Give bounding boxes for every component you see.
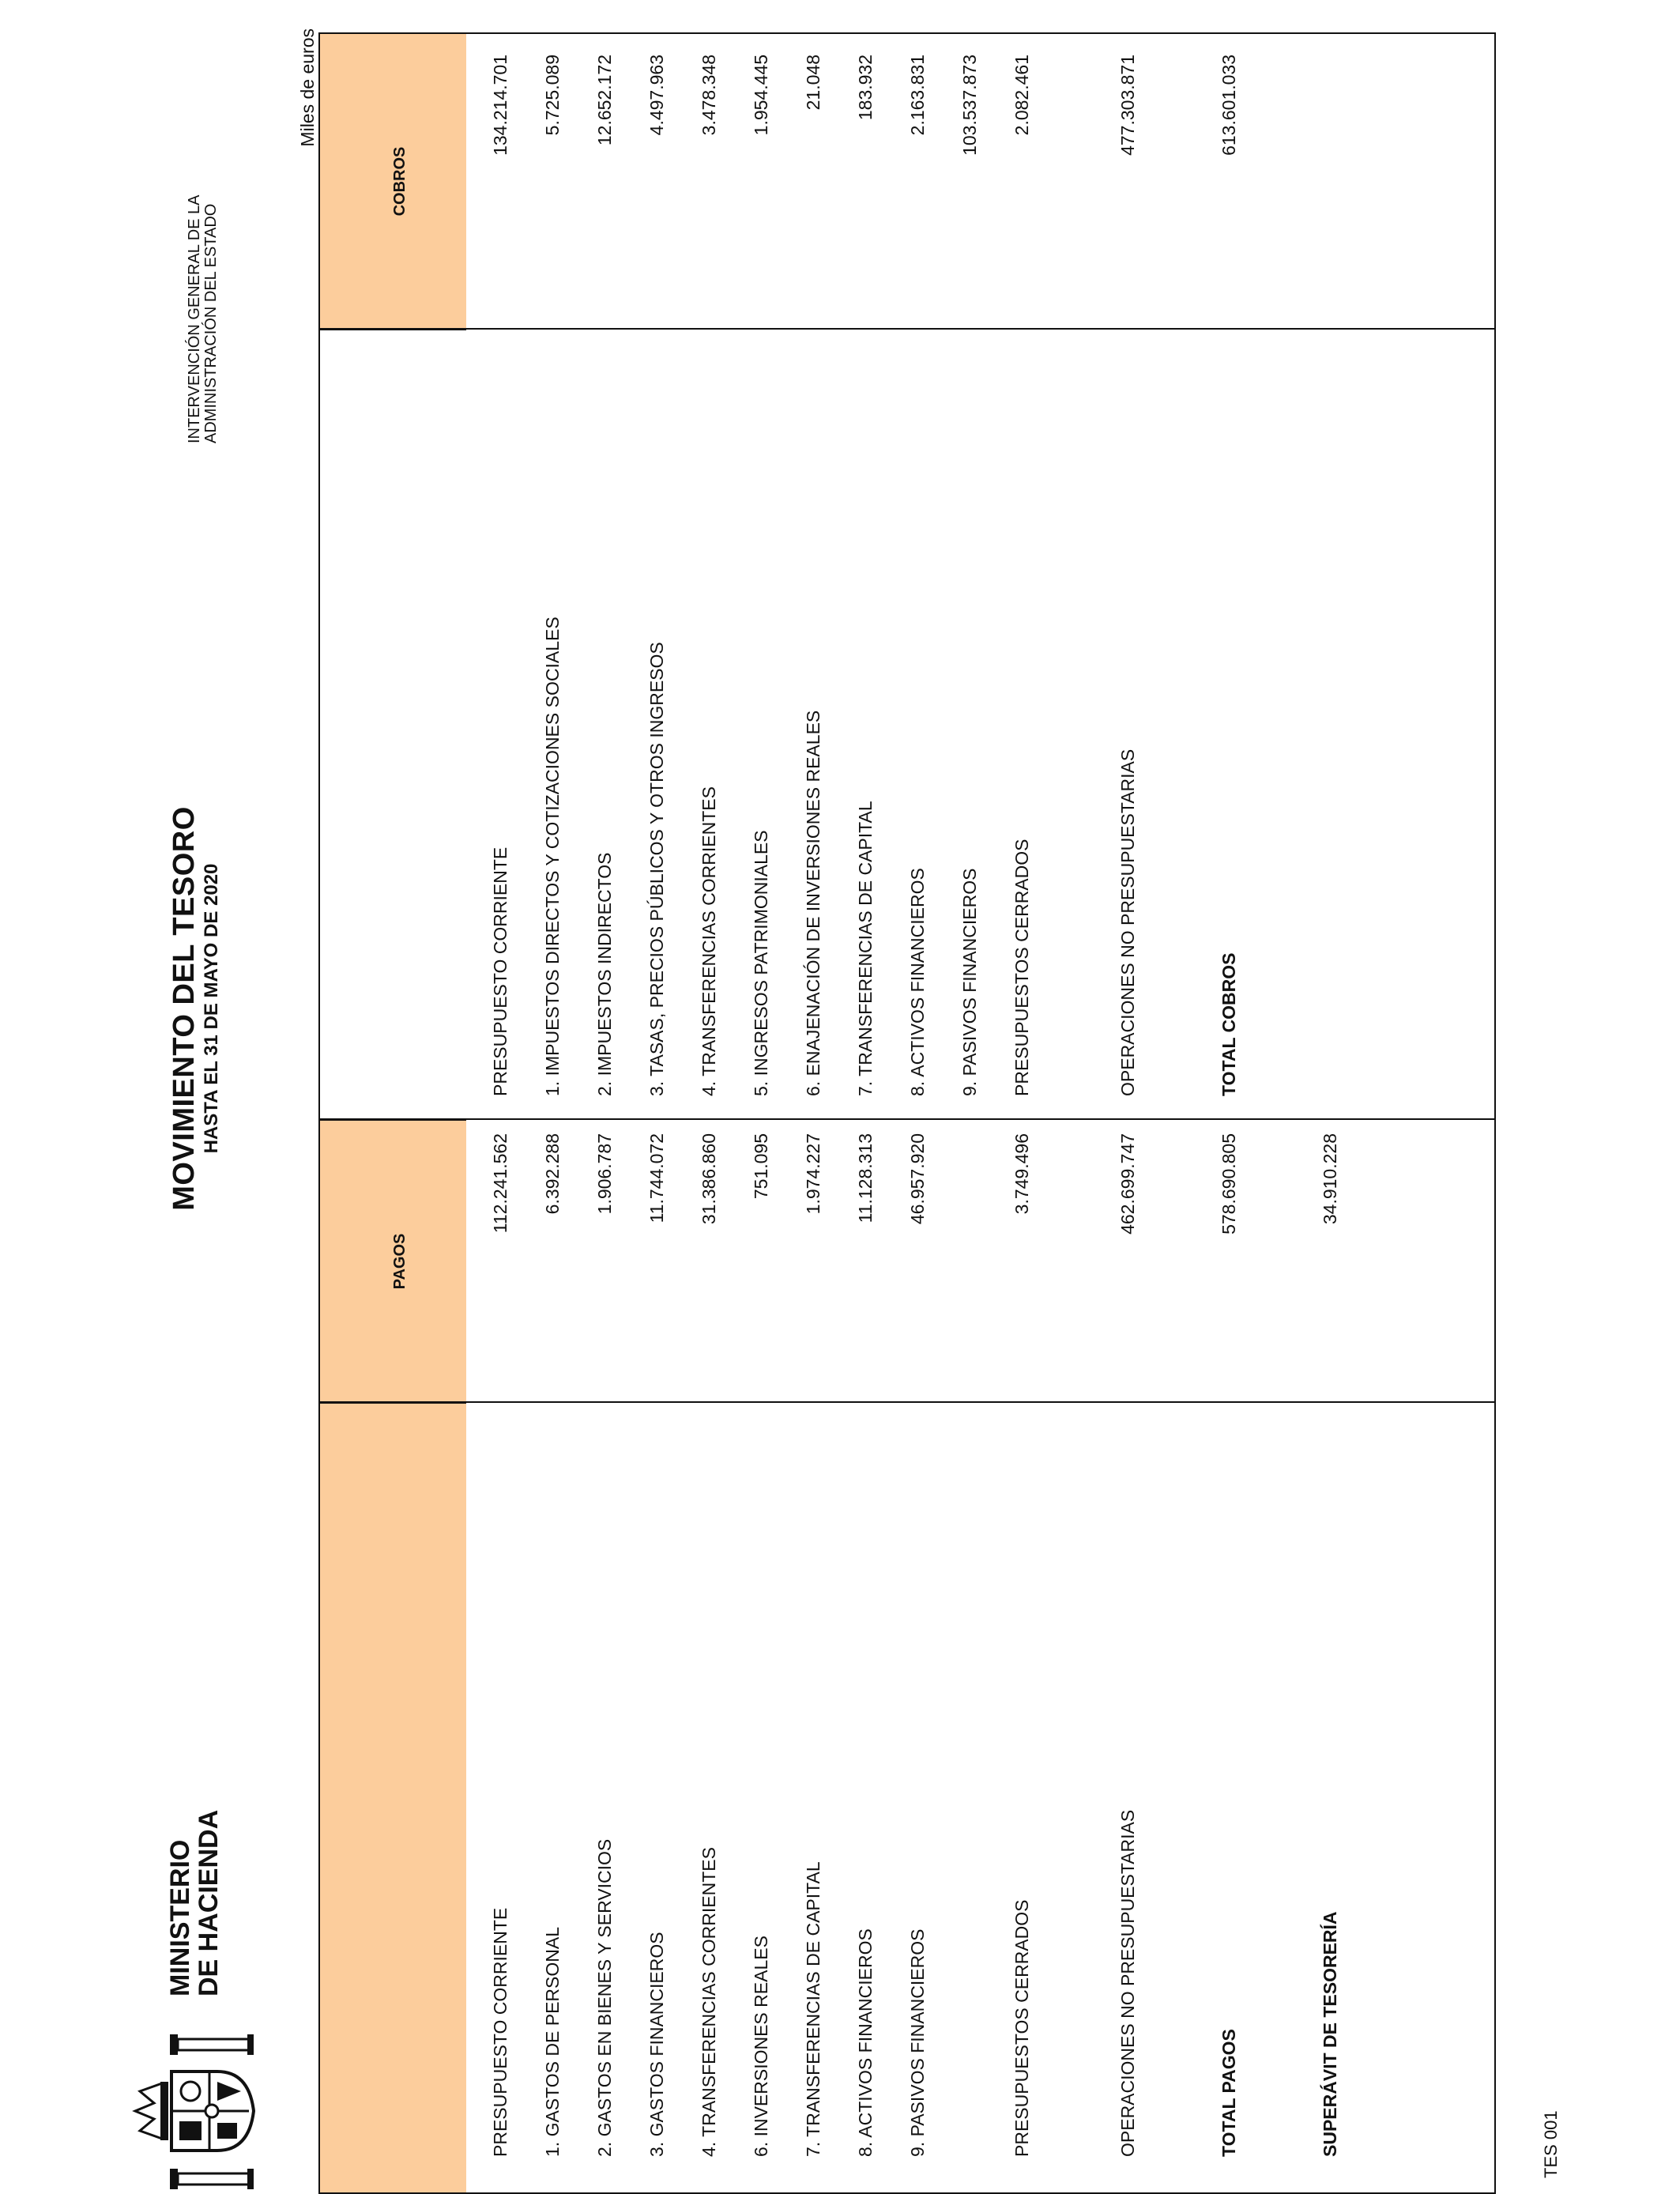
cobros-amount-header xyxy=(320,34,466,329)
pagos-row-label: 6. INVERSIONES REALES xyxy=(751,1936,771,2157)
cobros-row-amount: 21.048 xyxy=(803,55,823,111)
cobros-row-amount: 2.163.831 xyxy=(907,55,928,136)
cobros-row-label: OPERACIONES NO PRESUPUESTARIAS xyxy=(1117,748,1138,1096)
pagos-row-amount: 31.386.860 xyxy=(699,1133,719,1225)
ministry-name xyxy=(166,1810,223,1996)
pagos-row-amount: 46.957.920 xyxy=(907,1133,928,1225)
ministry-line-2: DE HACIENDA xyxy=(194,1809,224,1996)
pagos-row-label: OPERACIONES NO PRESUPUESTARIAS xyxy=(1117,1809,1138,2157)
pagos-row-amount: 11.744.072 xyxy=(646,1133,667,1223)
page-subtitle: HASTA EL 31 DE MAYO DE 2020 xyxy=(201,863,222,1154)
cobros-row-amount: 103.537.873 xyxy=(959,55,980,156)
divider-pagos-cobros xyxy=(320,1118,1494,1120)
divider-pagos-amount xyxy=(320,1401,1494,1403)
pagos-row-amount: 1.974.227 xyxy=(803,1133,823,1215)
divider-cobros-amount xyxy=(320,328,1494,330)
pagos-row-label: 8. ACTIVOS FINANCIEROS xyxy=(855,1928,876,2157)
cobros-row-label: 9. PASIVOS FINANCIEROS xyxy=(959,868,980,1096)
treasury-table xyxy=(318,32,1496,2194)
pagos-row-label: 9. PASIVOS FINANCIEROS xyxy=(907,1928,928,2157)
cobros-row-label: PRESUPUESTO CORRIENTE xyxy=(490,846,510,1096)
superavit-label: SUPERÁVIT DE TESORERÍA xyxy=(1320,1911,1340,2157)
agency-line-1: INTERVENCIÓN GENERAL DE LA xyxy=(186,194,203,443)
pagos-row-amount: 1.906.787 xyxy=(594,1133,615,1215)
cobros-row-amount: 3.478.348 xyxy=(699,55,719,136)
agency-line-2: ADMINISTRACIÓN DEL ESTADO xyxy=(202,203,220,443)
cobros-row-amount: 4.497.963 xyxy=(646,55,667,136)
pagos-row-amount: 11.128.313 xyxy=(855,1133,876,1223)
pagos-row-label: PRESUPUESTO CORRIENTE xyxy=(490,1907,510,2157)
cobros-row-label: 8. ACTIVOS FINANCIEROS xyxy=(907,868,928,1096)
pagos-row-amount: 751.095 xyxy=(751,1133,771,1200)
ministry-line-1: MINISTERIO xyxy=(165,1839,195,1996)
cobros-row-label: 3. TASAS, PRECIOS PÚBLICOS Y OTROS INGRESOS xyxy=(646,642,667,1096)
cobros-row-amount: 2.082.461 xyxy=(1011,55,1032,136)
total-pagos-amount: 578.690.805 xyxy=(1219,1133,1239,1235)
cobros-row-label: PRESUPUESTOS CERRADOS xyxy=(1011,839,1032,1096)
cobros-row-amount: 5.725.089 xyxy=(542,55,563,136)
cobros-row-label: 5. INGRESOS PATRIMONIALES xyxy=(751,830,771,1096)
cobros-row-amount: 134.214.701 xyxy=(490,55,510,156)
pagos-row-label: PRESUPUESTOS CERRADOS xyxy=(1011,1899,1032,2157)
pagos-header-text: PAGOS xyxy=(391,1233,409,1290)
cobros-row-amount: 477.303.871 xyxy=(1117,55,1138,156)
total-pagos-label: TOTAL PAGOS xyxy=(1219,2029,1239,2157)
cobros-row-label: 2. IMPUESTOS INDIRECTOS xyxy=(594,852,615,1096)
pagos-row-label: 3. GASTOS FINANCIEROS xyxy=(646,1932,667,2157)
cobros-row-label: 6. ENAJENACIÓN DE INVERSIONES REALES xyxy=(803,710,823,1096)
pagos-row-label: 7. TRANSFERENCIAS DE CAPITAL xyxy=(803,1861,823,2157)
cobros-header-text: COBROS xyxy=(391,146,409,217)
pagos-row-label: 1. GASTOS DE PERSONAL xyxy=(542,1926,563,2157)
cobros-row-amount: 12.652.172 xyxy=(594,55,615,146)
pagos-label-header xyxy=(320,1402,466,2192)
agency-name xyxy=(186,194,220,443)
superavit-amount: 34.910.228 xyxy=(1320,1133,1340,1225)
cobros-row-amount: 1.954.445 xyxy=(751,55,771,136)
pagos-row-label: 2. GASTOS EN BIENES Y SERVICIOS xyxy=(594,1838,615,2157)
pagos-row-label: 4. TRANSFERENCIAS CORRIENTES xyxy=(699,1847,719,2157)
unit-label: Miles de euros xyxy=(297,28,318,147)
report-code: TES 001 xyxy=(1541,2110,1561,2178)
pagos-row-amount: 112.241.562 xyxy=(490,1133,510,1234)
cobros-label-header xyxy=(320,329,466,1119)
cobros-row-label: 4. TRANSFERENCIAS CORRIENTES xyxy=(699,786,719,1096)
cobros-row-amount: 183.932 xyxy=(855,55,876,121)
pagos-amount-header xyxy=(320,1119,466,1402)
pagos-row-amount: 6.392.288 xyxy=(542,1133,563,1215)
page-title: MOVIMIENTO DEL TESORO xyxy=(168,806,201,1211)
pagos-row-amount: 3.749.496 xyxy=(1011,1133,1032,1215)
cobros-row-label: 7. TRANSFERENCIAS DE CAPITAL xyxy=(855,801,876,1096)
cobros-row-label: 1. IMPUESTOS DIRECTOS Y COTIZACIONES SOCIALES xyxy=(542,616,563,1096)
total-cobros-amount: 613.601.033 xyxy=(1219,55,1239,156)
pagos-row-amount: 462.699.747 xyxy=(1117,1133,1138,1235)
coat-of-arms-icon xyxy=(130,2028,257,2194)
total-cobros-label: TOTAL COBROS xyxy=(1219,952,1239,1096)
